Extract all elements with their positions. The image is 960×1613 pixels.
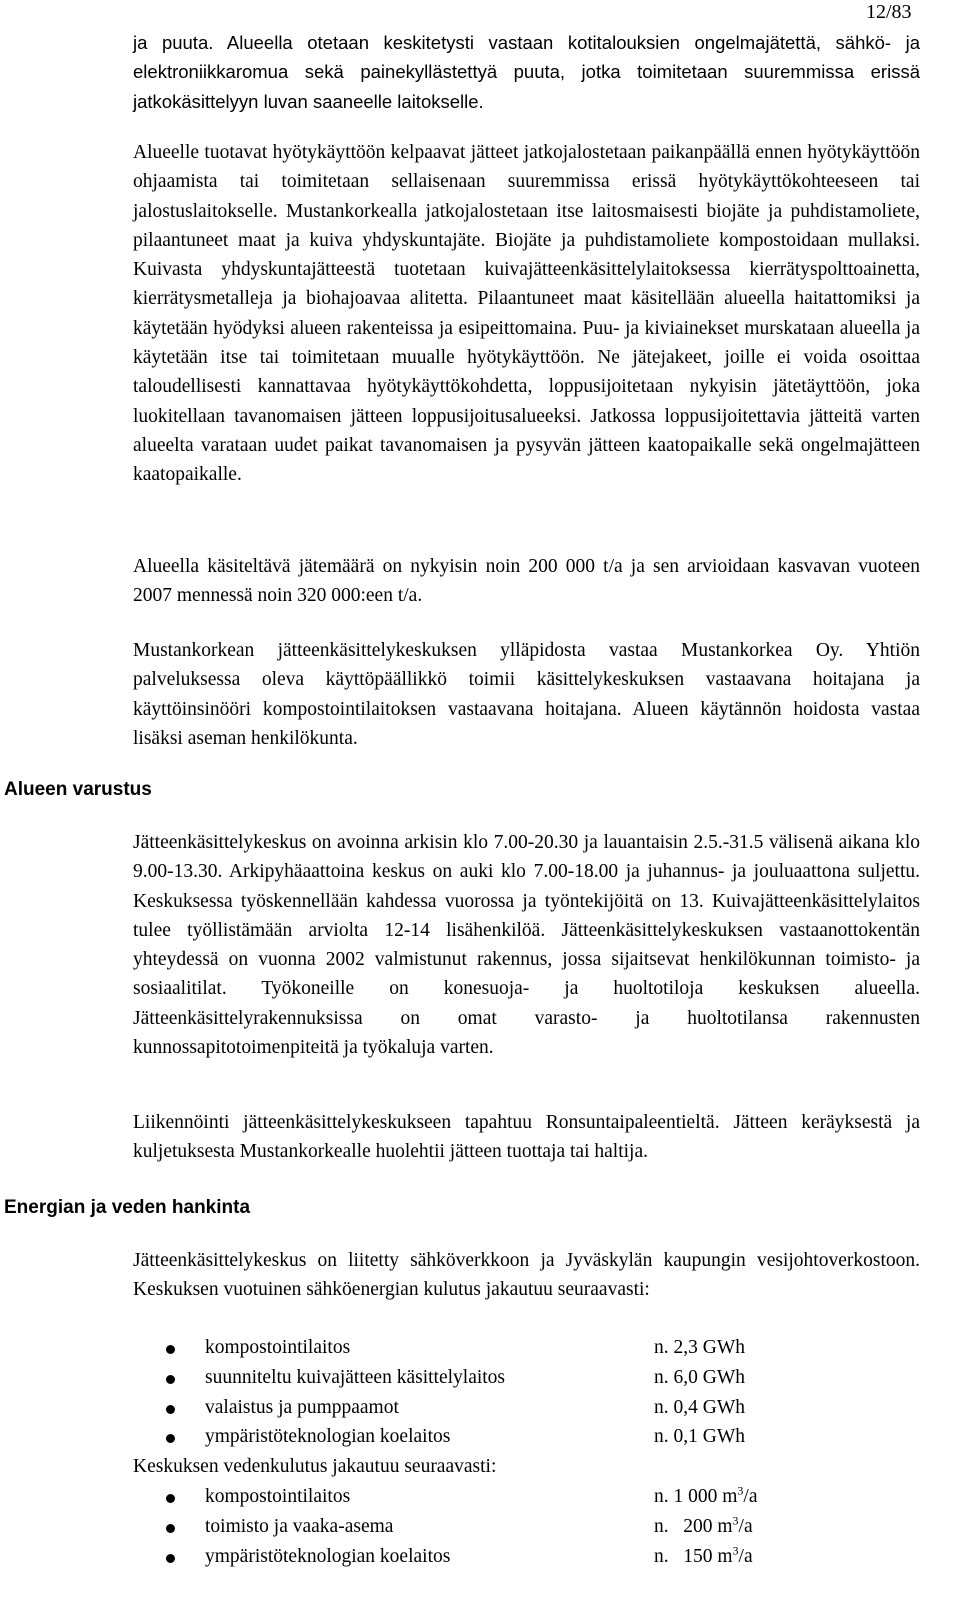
paragraph-1 bbox=[133, 28, 920, 116]
electricity-list bbox=[133, 1333, 920, 1571]
list-item bbox=[133, 1393, 920, 1423]
water-amount: n. 150 m bbox=[654, 1545, 733, 1567]
list-item-value: n. 0,1 GWh bbox=[654, 1426, 745, 1448]
list-item bbox=[133, 1333, 920, 1363]
paragraph-7-text: Jätteenkäsittelykeskus on liitetty sähköverkkoon ja Jyväskylän kaupungin vesijohtoverkostoon. Keskuksen vuotuinen sähköenergian kulutus jakautuu seuraavasti: bbox=[133, 1250, 920, 1301]
list-item bbox=[133, 1542, 920, 1572]
paragraph-3-text: Alueella käsiteltävä jätemäärä on nykyisin noin 200 000 t/a ja sen arvioidaan kasvavan vuoteen 2007 mennessä noin 320 000:een t/a. bbox=[133, 556, 920, 607]
bullet-icon bbox=[166, 1345, 175, 1354]
list-item bbox=[133, 1363, 920, 1393]
paragraph-1-text: ja puuta. Alueella otetaan keskitetysti vastaan kotitalouksien ongelmajätettä, sähkö- ja elektroniikkaromua sekä painekyllästettyä puuta, jotka toimitetaan suuremmissa erissä jatkokäsittelyyn luvan saaneelle laitokselle. bbox=[133, 32, 920, 112]
list-item-label: suunniteltu kuivajätteen käsittelylaitos bbox=[205, 1366, 506, 1388]
list-item-label: ympäristöteknologian koelaitos bbox=[205, 1545, 451, 1567]
bullet-icon bbox=[166, 1524, 175, 1533]
paragraph-6 bbox=[133, 1108, 920, 1167]
water-amount: n. 1 000 m bbox=[654, 1485, 738, 1507]
list-item-label: kompostointilaitos bbox=[205, 1485, 351, 1507]
bullet-icon bbox=[166, 1434, 175, 1443]
water-list-intro: Keskuksen vedenkulutus jakautuu seuraavasti: bbox=[133, 1456, 497, 1478]
list-item-label: kompostointilaitos bbox=[205, 1337, 351, 1358]
paragraph-7 bbox=[133, 1246, 920, 1305]
water-amount: n. 200 m bbox=[654, 1515, 733, 1537]
unit-suffix: /a bbox=[738, 1515, 753, 1537]
unit-exponent: 3 bbox=[732, 1543, 739, 1558]
unit-exponent: 3 bbox=[737, 1483, 744, 1498]
paragraph-3 bbox=[133, 552, 920, 611]
list-item bbox=[133, 1422, 920, 1452]
side-heading-equipment: Alueen varustus bbox=[4, 779, 152, 800]
list-item-label: toimisto ja vaaka-asema bbox=[205, 1515, 394, 1537]
paragraph-5 bbox=[133, 828, 920, 1062]
paragraph-2-text: Alueelle tuotavat hyötykäyttöön kelpaavat jätteet jatkojalostetaan paikanpäällä ennen hyötykäyttöön ohjaamista tai toimitetaan sellaisenaan suuremmissa erissä hyötykäyttökohteeseen tai jalostuslaitokselle. Mustankorkealla jatkojalostetaan itse laitosmaisesti biojäte ja puhdistamoliete, pilaantuneet maat ja kuiva yhdyskuntajäte. Biojäte ja puhdistamoliete kompostoidaan mullaksi. Kuivasta yhdyskuntajätteestä tuotetaan kuivajätteenkäsittelylaitoksessa kierrätyspolttoainetta, kierrätysmetalleja ja biohajoavaa alitetta. Pilaantuneet maat käsitellään alueella haitattomiksi ja käytetään hyödyksi alueen rakenteissa ja esipeittomaina. Puu- ja kiviainekset murskataan alueella ja käytetään itse tai toimitetaan muualle hyötykäyttöön. Ne jätejakeet, joille ei voida osoittaa taloudellisesti kannattavaa hyötykäyttökohdetta, loppusijoitetaan nykyisin jätetäyttöön, joka luokitellaan tavanomaisen jätteen loppusijoitusalueeksi. Jatkossa loppusijoitettavia jätteitä varten alueelta varataan uudet paikat tavanomaisen ja pysyvän jätteen kaatopaikalle sekä ongelmajätteen kaatopaikalle. bbox=[133, 142, 920, 486]
page-number: 12/83 bbox=[866, 1, 912, 23]
bullet-icon bbox=[166, 1375, 175, 1384]
paragraph-2 bbox=[133, 138, 920, 490]
unit-exponent: 3 bbox=[732, 1513, 739, 1528]
list-item-value bbox=[654, 1482, 758, 1512]
paragraph-4-text: Mustankorkean jätteenkäsittelykeskuksen ylläpidosta vastaa Mustankorkea Oy. Yhtiön palveluksessa oleva käyttöpäällikkö toimii käsittelykeskuksen vastaavana hoitajana ja käyttöinsinööri kompostointilaitoksen vastaavana hoitajana. Alueen käytännön hoidosta vastaa lisäksi aseman henkilökunta. bbox=[133, 640, 920, 749]
list-item-label: valaistus ja pumppaamot bbox=[205, 1396, 399, 1418]
side-heading-energy: Energian ja veden hankinta bbox=[4, 1197, 251, 1218]
bullet-icon bbox=[166, 1554, 175, 1563]
list-item-value: n. 6,0 GWh bbox=[654, 1366, 745, 1388]
paragraph-6-text: Liikennöinti jätteenkäsittelykeskukseen tapahtuu Ronsuntaipaleentieltä. Jätteen keräyksestä ja kuljetuksesta Mustankorkealle huolehtii jätteen tuottaja tai haltija. bbox=[133, 1112, 920, 1163]
list-item-label: ympäristöteknologian koelaitos bbox=[205, 1426, 451, 1448]
unit-suffix: /a bbox=[738, 1545, 753, 1567]
list-item-value: n. 2,3 GWh bbox=[654, 1337, 745, 1358]
unit-suffix: /a bbox=[743, 1485, 758, 1507]
list-item-value bbox=[654, 1542, 753, 1572]
list-item bbox=[133, 1482, 920, 1512]
list-item-value bbox=[654, 1512, 753, 1542]
bullet-icon bbox=[166, 1405, 175, 1414]
paragraph-5-text: Jätteenkäsittelykeskus on avoinna arkisin klo 7.00-20.30 ja lauantaisin 2.5.-31.5 välisenä aikana klo 9.00-13.30. Arkipyhäaattoina keskus on auki klo 7.00-18.00 ja juhannus- ja jouluaattona suljettu. Keskuksessa työskennellään kahdessa vuorossa ja työntekijöitä on 13. Kuivajätteenkäsittelylaitos tulee työllistämään arviolta 12-14 lisähenkilöä. Jätteenkäsittelykeskuksen vastaanottokentän yhteydessä on vuonna 2002 valmistunut rakennus, jossa sijaitsevat henkilökunnan toimisto- ja sosiaalitilat. Työkoneille on konesuoja- ja huoltotiloja keskuksen alueella. Jätteenkäsittelyrakennuksissa on omat varasto- ja huoltotilansa rakennusten kunnossapitotoimenpiteitä ja työkaluja varten. bbox=[133, 832, 920, 1059]
bullet-icon bbox=[166, 1494, 175, 1503]
list-item bbox=[133, 1512, 920, 1542]
paragraph-4 bbox=[133, 636, 920, 753]
list-item-value: n. 0,4 GWh bbox=[654, 1396, 745, 1418]
